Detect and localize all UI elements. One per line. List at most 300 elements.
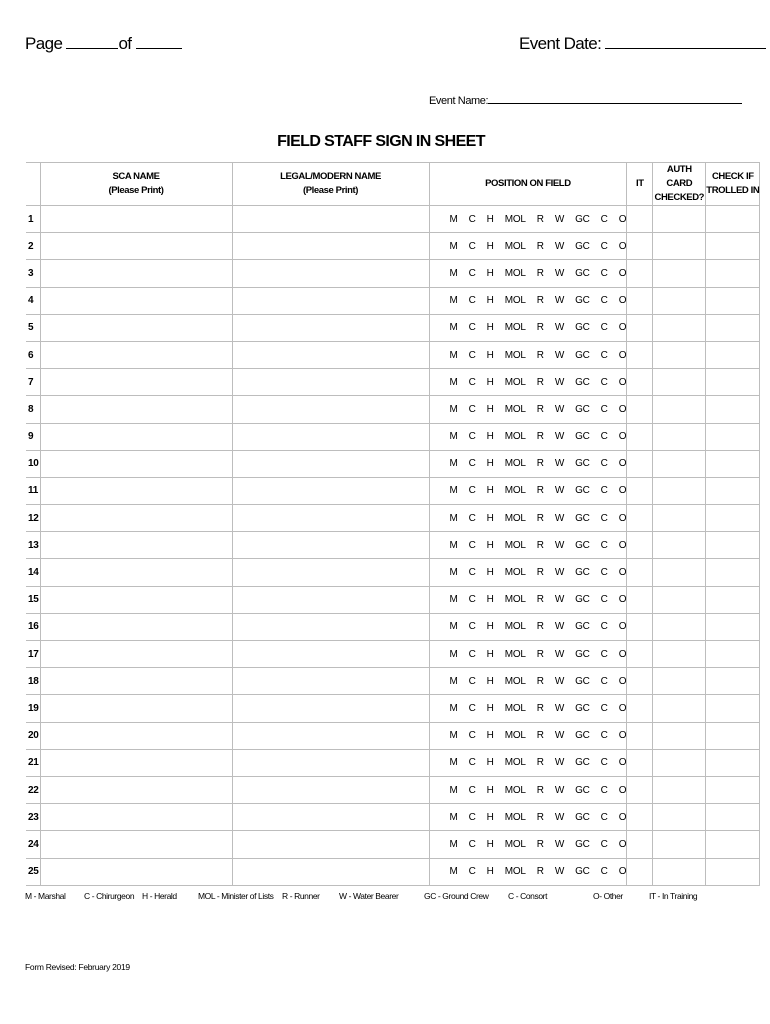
position-code-option[interactable]: H (486, 838, 494, 850)
position-code-option[interactable]: R (536, 431, 544, 443)
position-code-option[interactable]: R (536, 322, 544, 334)
position-code-option[interactable]: R (536, 349, 544, 361)
trolled-in-cell[interactable] (706, 206, 760, 233)
position-code-option[interactable]: M (449, 213, 458, 225)
legal-name-cell[interactable] (232, 314, 429, 341)
legal-name-cell[interactable] (232, 450, 429, 477)
it-cell[interactable] (627, 369, 653, 396)
it-cell[interactable] (627, 287, 653, 314)
sca-name-cell[interactable] (40, 831, 232, 858)
position-code-option[interactable]: GC (575, 730, 590, 742)
position-code-option[interactable]: O (618, 322, 627, 334)
position-code-option[interactable]: GC (575, 376, 590, 388)
legal-name-cell[interactable] (232, 831, 429, 858)
it-cell[interactable] (627, 695, 653, 722)
it-cell[interactable] (627, 532, 653, 559)
sca-name-cell[interactable] (40, 477, 232, 504)
position-cell[interactable] (429, 858, 627, 885)
position-cell[interactable] (429, 341, 627, 368)
position-code-option[interactable]: H (486, 295, 494, 307)
position-code-option[interactable]: C (600, 648, 608, 660)
sca-name-cell[interactable] (40, 586, 232, 613)
position-code-option[interactable]: W (554, 431, 565, 443)
position-cell[interactable] (429, 613, 627, 640)
position-code-option[interactable]: R (536, 594, 544, 606)
sca-name-cell[interactable] (40, 641, 232, 668)
position-code-option[interactable]: O (618, 458, 627, 470)
position-code-option[interactable]: H (486, 267, 494, 279)
trolled-in-cell[interactable] (706, 532, 760, 559)
position-cell[interactable] (429, 206, 627, 233)
position-code-option[interactable]: GC (575, 295, 590, 307)
position-code-option[interactable]: C (468, 349, 476, 361)
position-code-option[interactable]: C (468, 213, 476, 225)
auth-card-cell[interactable] (653, 749, 706, 776)
legal-name-cell[interactable] (232, 586, 429, 613)
position-cell[interactable] (429, 559, 627, 586)
position-code-option[interactable]: H (486, 675, 494, 687)
position-cell[interactable] (429, 233, 627, 260)
legal-name-cell[interactable] (232, 260, 429, 287)
position-code-option[interactable]: GC (575, 512, 590, 524)
position-code-option[interactable]: O (618, 349, 627, 361)
position-code-option[interactable]: MOL (504, 485, 526, 497)
position-code-option[interactable]: GC (575, 403, 590, 415)
legal-name-cell[interactable] (232, 206, 429, 233)
position-code-option[interactable]: GC (575, 594, 590, 606)
position-code-option[interactable]: MOL (504, 295, 526, 307)
position-code-option[interactable]: O (618, 675, 627, 687)
position-code-option[interactable]: C (468, 811, 476, 823)
position-code-option[interactable]: C (468, 594, 476, 606)
auth-card-cell[interactable] (653, 804, 706, 831)
it-cell[interactable] (627, 314, 653, 341)
position-code-option[interactable]: GC (575, 784, 590, 796)
position-code-option[interactable]: R (536, 784, 544, 796)
position-code-option[interactable]: O (618, 567, 627, 579)
trolled-in-cell[interactable] (706, 423, 760, 450)
position-code-option[interactable]: R (536, 267, 544, 279)
position-code-option[interactable]: C (468, 322, 476, 334)
position-code-option[interactable]: C (468, 403, 476, 415)
position-code-option[interactable]: M (449, 458, 458, 470)
position-code-option[interactable]: C (600, 838, 608, 850)
position-code-option[interactable]: GC (575, 757, 590, 769)
position-code-option[interactable]: C (468, 702, 476, 714)
position-code-option[interactable]: C (468, 240, 476, 252)
trolled-in-cell[interactable] (706, 695, 760, 722)
position-code-option[interactable]: O (618, 240, 627, 252)
position-code-option[interactable]: H (486, 730, 494, 742)
legal-name-cell[interactable] (232, 858, 429, 885)
legal-name-cell[interactable] (232, 396, 429, 423)
position-code-option[interactable]: H (486, 811, 494, 823)
position-code-option[interactable]: H (486, 757, 494, 769)
position-code-option[interactable]: GC (575, 866, 590, 878)
position-code-option[interactable]: MOL (504, 784, 526, 796)
it-cell[interactable] (627, 423, 653, 450)
position-code-option[interactable]: C (600, 322, 608, 334)
position-code-option[interactable]: GC (575, 267, 590, 279)
position-code-option[interactable]: H (486, 621, 494, 633)
position-code-option[interactable]: M (449, 648, 458, 660)
position-code-option[interactable]: M (449, 838, 458, 850)
position-code-option[interactable]: W (554, 376, 565, 388)
position-cell[interactable] (429, 450, 627, 477)
trolled-in-cell[interactable] (706, 287, 760, 314)
position-code-option[interactable]: C (600, 621, 608, 633)
position-code-option[interactable]: GC (575, 431, 590, 443)
auth-card-cell[interactable] (653, 586, 706, 613)
sca-name-cell[interactable] (40, 260, 232, 287)
position-code-option[interactable]: W (554, 866, 565, 878)
position-cell[interactable] (429, 396, 627, 423)
position-code-option[interactable]: O (618, 757, 627, 769)
position-code-option[interactable]: GC (575, 322, 590, 334)
position-code-option[interactable]: W (554, 784, 565, 796)
position-code-option[interactable]: C (468, 567, 476, 579)
sca-name-cell[interactable] (40, 505, 232, 532)
position-code-option[interactable]: M (449, 512, 458, 524)
auth-card-cell[interactable] (653, 858, 706, 885)
position-cell[interactable] (429, 695, 627, 722)
it-cell[interactable] (627, 722, 653, 749)
position-code-option[interactable]: M (449, 784, 458, 796)
it-cell[interactable] (627, 613, 653, 640)
position-code-option[interactable]: GC (575, 485, 590, 497)
position-cell[interactable] (429, 477, 627, 504)
position-code-option[interactable]: O (618, 485, 627, 497)
legal-name-cell[interactable] (232, 532, 429, 559)
it-cell[interactable] (627, 776, 653, 803)
position-code-option[interactable]: R (536, 567, 544, 579)
legal-name-cell[interactable] (232, 505, 429, 532)
position-code-option[interactable]: C (468, 485, 476, 497)
position-code-option[interactable]: W (554, 757, 565, 769)
position-code-option[interactable]: C (600, 539, 608, 551)
position-code-option[interactable]: MOL (504, 675, 526, 687)
sca-name-cell[interactable] (40, 749, 232, 776)
position-code-option[interactable]: GC (575, 811, 590, 823)
position-code-option[interactable]: C (600, 594, 608, 606)
position-code-option[interactable]: MOL (504, 838, 526, 850)
position-code-option[interactable]: M (449, 485, 458, 497)
trolled-in-cell[interactable] (706, 450, 760, 477)
position-code-option[interactable]: C (600, 675, 608, 687)
sca-name-cell[interactable] (40, 613, 232, 640)
position-code-option[interactable]: O (618, 213, 627, 225)
trolled-in-cell[interactable] (706, 613, 760, 640)
sca-name-cell[interactable] (40, 695, 232, 722)
position-code-option[interactable]: GC (575, 240, 590, 252)
legal-name-cell[interactable] (232, 233, 429, 260)
position-code-option[interactable]: R (536, 458, 544, 470)
position-code-option[interactable]: MOL (504, 757, 526, 769)
position-code-option[interactable]: C (468, 376, 476, 388)
trolled-in-cell[interactable] (706, 749, 760, 776)
legal-name-cell[interactable] (232, 613, 429, 640)
position-cell[interactable] (429, 722, 627, 749)
sca-name-cell[interactable] (40, 722, 232, 749)
trolled-in-cell[interactable] (706, 341, 760, 368)
position-code-option[interactable]: W (554, 322, 565, 334)
position-code-option[interactable]: GC (575, 702, 590, 714)
legal-name-cell[interactable] (232, 695, 429, 722)
position-cell[interactable] (429, 532, 627, 559)
position-code-option[interactable]: H (486, 539, 494, 551)
position-cell[interactable] (429, 641, 627, 668)
auth-card-cell[interactable] (653, 668, 706, 695)
position-code-option[interactable]: W (554, 675, 565, 687)
auth-card-cell[interactable] (653, 233, 706, 260)
it-cell[interactable] (627, 505, 653, 532)
position-code-option[interactable]: MOL (504, 811, 526, 823)
position-code-option[interactable]: C (600, 702, 608, 714)
position-code-option[interactable]: C (468, 295, 476, 307)
position-code-option[interactable]: MOL (504, 567, 526, 579)
position-cell[interactable] (429, 831, 627, 858)
position-code-option[interactable]: C (468, 675, 476, 687)
position-code-option[interactable]: GC (575, 349, 590, 361)
position-code-option[interactable]: GC (575, 458, 590, 470)
sca-name-cell[interactable] (40, 450, 232, 477)
position-code-option[interactable]: C (600, 403, 608, 415)
position-code-option[interactable]: M (449, 594, 458, 606)
position-cell[interactable] (429, 423, 627, 450)
position-code-option[interactable]: MOL (504, 866, 526, 878)
position-code-option[interactable]: MOL (504, 431, 526, 443)
position-code-option[interactable]: W (554, 567, 565, 579)
position-code-option[interactable]: R (536, 240, 544, 252)
position-code-option[interactable]: R (536, 811, 544, 823)
event-date-field[interactable] (605, 36, 766, 49)
trolled-in-cell[interactable] (706, 831, 760, 858)
position-code-option[interactable]: R (536, 838, 544, 850)
position-code-option[interactable]: C (468, 431, 476, 443)
legal-name-cell[interactable] (232, 423, 429, 450)
trolled-in-cell[interactable] (706, 776, 760, 803)
auth-card-cell[interactable] (653, 341, 706, 368)
it-cell[interactable] (627, 858, 653, 885)
trolled-in-cell[interactable] (706, 641, 760, 668)
position-code-option[interactable]: H (486, 240, 494, 252)
position-code-option[interactable]: MOL (504, 539, 526, 551)
position-code-option[interactable]: R (536, 757, 544, 769)
position-code-option[interactable]: C (600, 567, 608, 579)
auth-card-cell[interactable] (653, 287, 706, 314)
position-code-option[interactable]: M (449, 240, 458, 252)
position-code-option[interactable]: M (449, 431, 458, 443)
position-code-option[interactable]: MOL (504, 730, 526, 742)
position-code-option[interactable]: R (536, 621, 544, 633)
position-code-option[interactable]: M (449, 675, 458, 687)
position-code-option[interactable]: H (486, 403, 494, 415)
position-code-option[interactable]: C (600, 267, 608, 279)
it-cell[interactable] (627, 831, 653, 858)
legal-name-cell[interactable] (232, 559, 429, 586)
auth-card-cell[interactable] (653, 613, 706, 640)
legal-name-cell[interactable] (232, 369, 429, 396)
legal-name-cell[interactable] (232, 287, 429, 314)
sca-name-cell[interactable] (40, 287, 232, 314)
auth-card-cell[interactable] (653, 260, 706, 287)
position-code-option[interactable]: GC (575, 648, 590, 660)
trolled-in-cell[interactable] (706, 505, 760, 532)
legal-name-cell[interactable] (232, 477, 429, 504)
position-code-option[interactable]: O (618, 267, 627, 279)
position-code-option[interactable]: GC (575, 838, 590, 850)
position-cell[interactable] (429, 776, 627, 803)
position-code-option[interactable]: O (618, 838, 627, 850)
position-code-option[interactable]: O (618, 811, 627, 823)
position-code-option[interactable]: W (554, 621, 565, 633)
sca-name-cell[interactable] (40, 668, 232, 695)
position-code-option[interactable]: W (554, 240, 565, 252)
position-cell[interactable] (429, 749, 627, 776)
trolled-in-cell[interactable] (706, 396, 760, 423)
sca-name-cell[interactable] (40, 423, 232, 450)
it-cell[interactable] (627, 341, 653, 368)
position-code-option[interactable]: H (486, 702, 494, 714)
position-code-option[interactable]: C (468, 539, 476, 551)
position-code-option[interactable]: W (554, 295, 565, 307)
position-cell[interactable] (429, 260, 627, 287)
position-code-option[interactable]: R (536, 213, 544, 225)
position-code-option[interactable]: O (618, 295, 627, 307)
position-code-option[interactable]: R (536, 730, 544, 742)
position-code-option[interactable]: MOL (504, 322, 526, 334)
position-code-option[interactable]: H (486, 594, 494, 606)
position-code-option[interactable]: C (600, 512, 608, 524)
legal-name-cell[interactable] (232, 722, 429, 749)
position-code-option[interactable]: C (468, 267, 476, 279)
trolled-in-cell[interactable] (706, 369, 760, 396)
position-code-option[interactable]: M (449, 757, 458, 769)
position-code-option[interactable]: W (554, 594, 565, 606)
sca-name-cell[interactable] (40, 396, 232, 423)
position-code-option[interactable]: MOL (504, 594, 526, 606)
position-cell[interactable] (429, 314, 627, 341)
auth-card-cell[interactable] (653, 722, 706, 749)
sca-name-cell[interactable] (40, 206, 232, 233)
position-cell[interactable] (429, 804, 627, 831)
position-code-option[interactable]: MOL (504, 403, 526, 415)
auth-card-cell[interactable] (653, 396, 706, 423)
sca-name-cell[interactable] (40, 341, 232, 368)
position-code-option[interactable]: O (618, 594, 627, 606)
position-code-option[interactable]: O (618, 866, 627, 878)
it-cell[interactable] (627, 668, 653, 695)
trolled-in-cell[interactable] (706, 668, 760, 695)
position-code-option[interactable]: C (600, 213, 608, 225)
position-code-option[interactable]: H (486, 322, 494, 334)
position-code-option[interactable]: C (600, 458, 608, 470)
position-code-option[interactable]: H (486, 648, 494, 660)
position-code-option[interactable]: M (449, 539, 458, 551)
it-cell[interactable] (627, 233, 653, 260)
position-code-option[interactable]: M (449, 811, 458, 823)
position-code-option[interactable]: GC (575, 675, 590, 687)
position-code-option[interactable]: C (468, 458, 476, 470)
it-cell[interactable] (627, 804, 653, 831)
position-code-option[interactable]: O (618, 730, 627, 742)
position-code-option[interactable]: R (536, 702, 544, 714)
position-code-option[interactable]: H (486, 458, 494, 470)
legal-name-cell[interactable] (232, 668, 429, 695)
position-code-option[interactable]: M (449, 267, 458, 279)
position-code-option[interactable]: C (600, 811, 608, 823)
position-code-option[interactable]: R (536, 539, 544, 551)
auth-card-cell[interactable] (653, 559, 706, 586)
position-code-option[interactable]: R (536, 403, 544, 415)
position-code-option[interactable]: M (449, 322, 458, 334)
page-total-field[interactable] (136, 36, 182, 49)
position-code-option[interactable]: M (449, 621, 458, 633)
legal-name-cell[interactable] (232, 749, 429, 776)
position-code-option[interactable]: GC (575, 213, 590, 225)
trolled-in-cell[interactable] (706, 804, 760, 831)
auth-card-cell[interactable] (653, 314, 706, 341)
position-code-option[interactable]: O (618, 431, 627, 443)
position-code-option[interactable]: C (600, 431, 608, 443)
position-code-option[interactable]: W (554, 485, 565, 497)
legal-name-cell[interactable] (232, 776, 429, 803)
it-cell[interactable] (627, 396, 653, 423)
position-code-option[interactable]: W (554, 702, 565, 714)
position-code-option[interactable]: M (449, 702, 458, 714)
event-name-field[interactable] (488, 94, 742, 104)
sca-name-cell[interactable] (40, 804, 232, 831)
trolled-in-cell[interactable] (706, 314, 760, 341)
it-cell[interactable] (627, 260, 653, 287)
position-code-option[interactable]: MOL (504, 648, 526, 660)
sca-name-cell[interactable] (40, 369, 232, 396)
it-cell[interactable] (627, 586, 653, 613)
legal-name-cell[interactable] (232, 641, 429, 668)
position-code-option[interactable]: C (468, 621, 476, 633)
position-code-option[interactable]: O (618, 512, 627, 524)
trolled-in-cell[interactable] (706, 260, 760, 287)
position-code-option[interactable]: M (449, 403, 458, 415)
position-code-option[interactable]: MOL (504, 267, 526, 279)
position-code-option[interactable]: R (536, 675, 544, 687)
position-code-option[interactable]: H (486, 784, 494, 796)
auth-card-cell[interactable] (653, 423, 706, 450)
position-code-option[interactable]: MOL (504, 512, 526, 524)
trolled-in-cell[interactable] (706, 233, 760, 260)
position-code-option[interactable]: MOL (504, 349, 526, 361)
position-code-option[interactable]: W (554, 403, 565, 415)
position-code-option[interactable]: O (618, 376, 627, 388)
it-cell[interactable] (627, 477, 653, 504)
sca-name-cell[interactable] (40, 532, 232, 559)
position-cell[interactable] (429, 586, 627, 613)
position-code-option[interactable]: C (600, 485, 608, 497)
position-code-option[interactable]: MOL (504, 702, 526, 714)
legal-name-cell[interactable] (232, 804, 429, 831)
position-code-option[interactable]: C (600, 376, 608, 388)
auth-card-cell[interactable] (653, 477, 706, 504)
position-code-option[interactable]: R (536, 648, 544, 660)
position-code-option[interactable]: O (618, 539, 627, 551)
position-code-option[interactable]: O (618, 648, 627, 660)
position-cell[interactable] (429, 505, 627, 532)
position-code-option[interactable]: R (536, 485, 544, 497)
position-code-option[interactable]: H (486, 349, 494, 361)
position-code-option[interactable]: W (554, 539, 565, 551)
position-code-option[interactable]: R (536, 295, 544, 307)
it-cell[interactable] (627, 641, 653, 668)
